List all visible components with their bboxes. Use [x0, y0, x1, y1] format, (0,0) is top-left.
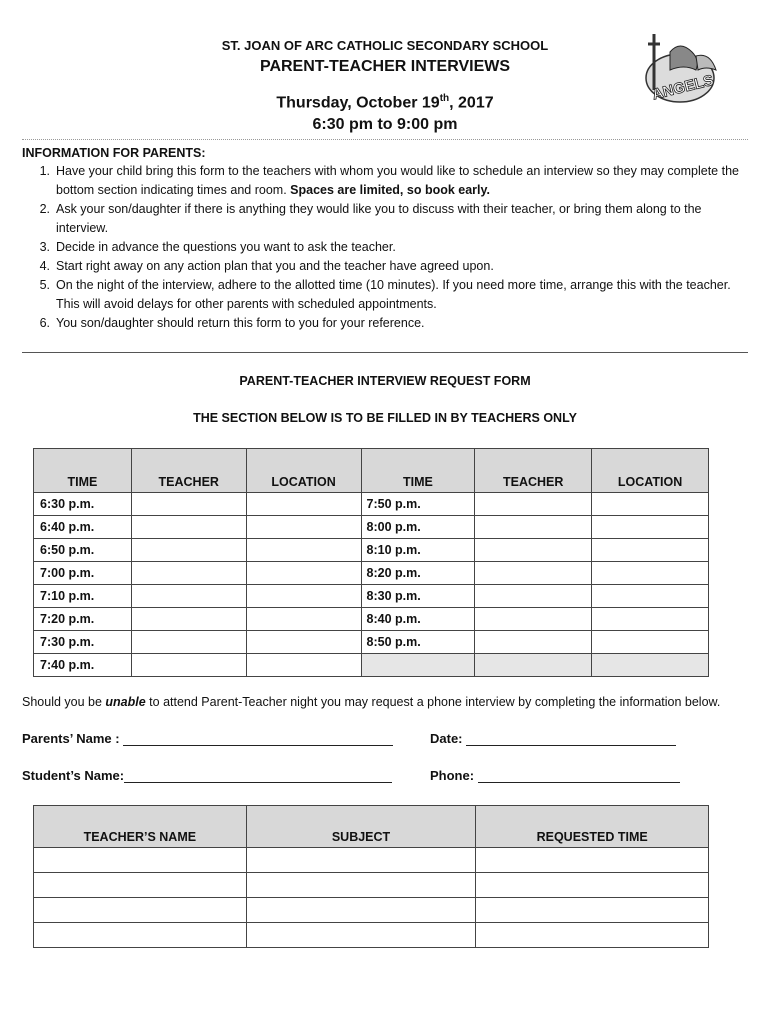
schedule-row [34, 562, 709, 585]
location-cell[interactable] [592, 631, 709, 654]
info-item [22, 257, 748, 276]
info-item-number: 1. [39, 164, 50, 178]
students-name-field [22, 768, 392, 783]
requested-time-cell[interactable] [476, 873, 709, 898]
info-list [22, 162, 748, 333]
schedule-row [34, 654, 709, 677]
schedule-header-row [34, 449, 709, 493]
phone-request-row [34, 848, 709, 873]
info-item-text [56, 257, 748, 276]
form-title: PARENT-TEACHER INTERVIEW REQUEST FORM [239, 374, 531, 388]
time-slot: 8:10 p.m. [361, 539, 475, 562]
requested-time-cell[interactable] [476, 898, 709, 923]
time-slot: 6:50 p.m. [34, 539, 132, 562]
parents-name-line[interactable] [123, 732, 393, 746]
date-line[interactable] [466, 732, 676, 746]
schedule-row [34, 608, 709, 631]
location-cell[interactable] [592, 493, 709, 516]
school-angels-logo [640, 30, 720, 108]
location-cell[interactable] [592, 585, 709, 608]
teacher-cell[interactable] [131, 654, 246, 677]
info-item-body: Decide in advance the questions you want to ask the teacher. [56, 240, 396, 254]
location-cell[interactable] [592, 562, 709, 585]
time-slot: 7:40 p.m. [34, 654, 132, 677]
teacher-name-cell[interactable] [34, 898, 247, 923]
info-item [22, 238, 748, 257]
teacher-cell[interactable] [475, 539, 592, 562]
teacher-cell[interactable] [131, 631, 246, 654]
info-item [22, 314, 748, 333]
location-cell[interactable] [592, 608, 709, 631]
info-heading: INFORMATION FOR PARENTS: [22, 146, 206, 160]
requested-time-cell[interactable] [476, 848, 709, 873]
teacher-cell[interactable] [475, 631, 592, 654]
info-item-body: On the night of the interview, adhere to the allotted time (10 minutes). If you need more time, arrange this with the teacher. This will avoid delays for other parents with scheduled appointments. [56, 278, 731, 311]
section-divider [22, 352, 748, 353]
form-subtitle: THE SECTION BELOW IS TO BE FILLED IN BY TEACHERS ONLY [193, 411, 577, 425]
parents-name-field [22, 731, 393, 746]
location-cell[interactable] [246, 654, 361, 677]
date-field [430, 731, 676, 746]
location-cell[interactable] [246, 631, 361, 654]
logo-text: ANGELS [650, 71, 716, 104]
teacher-name-cell[interactable] [34, 873, 247, 898]
info-item [22, 200, 748, 238]
info-item [22, 162, 748, 200]
phone-column-header: SUBJECT [246, 806, 476, 848]
school-name: ST. JOAN OF ARC CATHOLIC SECONDARY SCHOOL [221, 38, 549, 53]
schedule-row [34, 516, 709, 539]
time-slot: 7:20 p.m. [34, 608, 132, 631]
time-slot [361, 654, 475, 677]
event-date-main: Thursday, October 19 [276, 94, 440, 112]
teacher-cell[interactable] [475, 516, 592, 539]
location-cell[interactable] [246, 585, 361, 608]
schedule-column-header: TEACHER [475, 449, 592, 493]
time-slot: 7:00 p.m. [34, 562, 132, 585]
time-slot: 8:20 p.m. [361, 562, 475, 585]
time-slot: 8:50 p.m. [361, 631, 475, 654]
phone-column-header: TEACHER’S NAME [34, 806, 247, 848]
schedule-column-header: TEACHER [131, 449, 246, 493]
phone-header-row [34, 806, 709, 848]
note-emphasis: unable [105, 695, 146, 709]
teacher-name-cell[interactable] [34, 848, 247, 873]
location-cell[interactable] [246, 493, 361, 516]
time-slot: 8:00 p.m. [361, 516, 475, 539]
info-item-text [56, 200, 748, 238]
teacher-cell[interactable] [131, 585, 246, 608]
info-item-text [56, 314, 748, 333]
location-cell[interactable] [246, 562, 361, 585]
location-cell[interactable] [246, 608, 361, 631]
teacher-cell[interactable] [131, 516, 246, 539]
info-item-text [56, 162, 748, 200]
subject-cell[interactable] [246, 848, 476, 873]
teacher-name-cell[interactable] [34, 923, 247, 948]
info-item-body: Start right away on any action plan that you and the teacher have agreed upon. [56, 259, 494, 273]
time-slot: 8:40 p.m. [361, 608, 475, 631]
teacher-cell[interactable] [475, 562, 592, 585]
phone-request-row [34, 923, 709, 948]
event-time: 6:30 pm to 9:00 pm [312, 116, 458, 133]
location-cell[interactable] [246, 516, 361, 539]
phone-label: Phone: [430, 768, 475, 783]
schedule-column-header: TIME [361, 449, 475, 493]
location-cell[interactable] [592, 516, 709, 539]
teacher-cell[interactable] [131, 539, 246, 562]
phone-interview-table [33, 805, 709, 948]
time-slot: 6:30 p.m. [34, 493, 132, 516]
info-item-number: 5. [39, 278, 50, 292]
info-item-number: 3. [39, 240, 50, 254]
phone-column-header: REQUESTED TIME [476, 806, 709, 848]
location-cell [592, 654, 709, 677]
subject-cell[interactable] [246, 873, 476, 898]
info-item-body: Ask your son/daughter if there is anything they would like you to discuss with their teacher, or bring them along to the interview. [56, 202, 702, 235]
info-item-number: 6. [39, 316, 50, 330]
note-before: Should you be [22, 695, 106, 709]
page-title: PARENT-TEACHER INTERVIEWS [259, 58, 511, 75]
teacher-cell [475, 654, 592, 677]
schedule-row [34, 585, 709, 608]
parents-name-label: Parents’ Name : [22, 731, 120, 746]
subject-cell[interactable] [246, 898, 476, 923]
info-item-emphasis: Spaces are limited, so book early. [290, 183, 491, 197]
info-item-number: 2. [39, 202, 50, 216]
students-name-line[interactable] [124, 769, 392, 783]
location-cell[interactable] [592, 539, 709, 562]
header-divider [22, 139, 748, 140]
info-item-number: 4. [39, 259, 50, 273]
teacher-cell[interactable] [475, 608, 592, 631]
time-slot: 7:10 p.m. [34, 585, 132, 608]
phone-request-row [34, 898, 709, 923]
schedule-row [34, 539, 709, 562]
date-label: Date: [430, 731, 463, 746]
requested-time-cell[interactable] [476, 923, 709, 948]
phone-interview-note [22, 695, 720, 709]
schedule-column-header: LOCATION [246, 449, 361, 493]
time-slot: 7:30 p.m. [34, 631, 132, 654]
info-item-body: You son/daughter should return this form to you for your reference. [56, 316, 425, 330]
schedule-table [33, 448, 709, 677]
teacher-cell[interactable] [131, 493, 246, 516]
phone-field [430, 768, 680, 783]
info-item-text [56, 276, 748, 314]
teacher-cell[interactable] [475, 585, 592, 608]
teacher-cell[interactable] [475, 493, 592, 516]
schedule-column-header: LOCATION [592, 449, 709, 493]
event-date-ordinal: th [439, 93, 450, 104]
teacher-cell[interactable] [131, 562, 246, 585]
info-item [22, 276, 748, 314]
info-item-body: Have your child bring this form to the teachers with whom you would like to schedule an interview so they may complete the bottom section indicating times and room. [56, 164, 739, 197]
schedule-row [34, 493, 709, 516]
time-slot: 7:50 p.m. [361, 493, 475, 516]
note-after: to attend Parent-Teacher night you may request a phone interview by completing the information below. [145, 695, 721, 709]
students-name-label: Student’s Name: [22, 768, 125, 783]
schedule-row [34, 631, 709, 654]
phone-line[interactable] [478, 769, 680, 783]
phone-request-row [34, 873, 709, 898]
location-cell[interactable] [246, 539, 361, 562]
info-item-text [56, 238, 748, 257]
time-slot: 8:30 p.m. [361, 585, 475, 608]
schedule-column-header: TIME [34, 449, 132, 493]
teacher-cell[interactable] [131, 608, 246, 631]
subject-cell[interactable] [246, 923, 476, 948]
event-date-year: , 2017 [449, 94, 494, 112]
time-slot: 6:40 p.m. [34, 516, 132, 539]
